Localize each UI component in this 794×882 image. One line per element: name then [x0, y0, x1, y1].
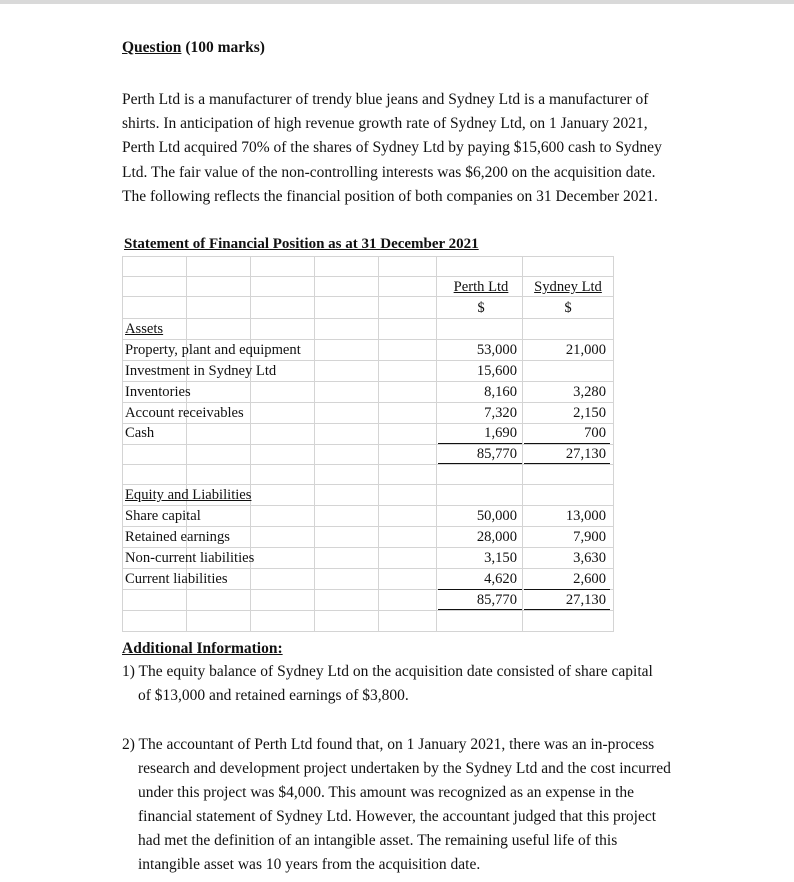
asset-perth-value: 53,000	[476, 342, 517, 358]
question-heading	[122, 39, 265, 57]
equity-sydney-value: 2,600	[573, 571, 606, 587]
total-rule	[524, 609, 610, 610]
statement-table	[122, 256, 614, 632]
asset-perth-value: 15,600	[476, 363, 517, 379]
currency-sydney: $	[564, 300, 572, 316]
question-label: Question	[122, 39, 182, 56]
intro-line: Perth Ltd is a manufacturer of trendy blue jeans and Sydney Ltd is a manufacturer of	[122, 91, 649, 108]
asset-perth-value: 7,320	[484, 405, 517, 421]
equity-label: Non-current liabilities	[125, 550, 255, 566]
assets-heading: Assets	[125, 321, 164, 337]
equity-total-perth: 85,770	[476, 592, 517, 608]
assets-total-sydney: 27,130	[565, 446, 606, 462]
asset-sydney-value: 21,000	[565, 342, 606, 358]
statement-title: Statement of Financial Position as at 31 December 2021	[124, 236, 479, 252]
total-rule	[438, 609, 522, 610]
page-top-border	[0, 0, 794, 4]
equity-heading: Equity and Liabilities	[125, 487, 252, 503]
column-header-perth: Perth Ltd	[453, 279, 509, 295]
intro-line: Ltd. The fair value of the non-controlling interests was $6,200 on the acquisition date.	[122, 163, 656, 181]
asset-label: Property, plant and equipment	[125, 342, 301, 358]
asset-label: Investment in Sydney Ltd	[125, 363, 277, 379]
assets-total-perth: 85,770	[476, 446, 517, 462]
additional-item-line: had met the definition of an intangible asset. The remaining useful life of this	[138, 832, 618, 849]
additional-item-line: 2) The accountant of Perth Ltd found that, on 1 January 2021, there was an in-process	[122, 736, 655, 753]
currency-perth: $	[477, 300, 485, 316]
additional-item-line: financial statement of Sydney Ltd. However, the accountant judged that this project	[138, 808, 657, 825]
equity-label: Current liabilities	[125, 571, 228, 587]
equity-sydney-value: 7,900	[573, 529, 606, 545]
equity-perth-value: 3,150	[484, 550, 517, 566]
grid-line	[122, 444, 614, 445]
grid-line	[122, 464, 614, 465]
additional-item-line: intangible asset was 10 years from the acquisition date.	[138, 856, 481, 873]
additional-item-line: research and development project undertaken by the Sydney Ltd and the cost incurred	[138, 760, 671, 777]
additional-item-line: of $13,000 and retained earnings of $3,800.	[138, 687, 409, 704]
asset-perth-value: 1,690	[484, 425, 517, 441]
equity-sydney-value: 13,000	[565, 508, 606, 524]
grid-line	[122, 423, 614, 424]
additional-item-line: 1) The equity balance of Sydney Ltd on the acquisition date consisted of share capital	[122, 663, 653, 680]
asset-sydney-value: 2,150	[573, 405, 606, 421]
column-header-sydney: Sydney Ltd	[534, 279, 602, 295]
intro-paragraph	[122, 88, 702, 209]
asset-label: Account receivables	[125, 405, 244, 421]
equity-sydney-value: 3,630	[573, 550, 606, 566]
equity-total-sydney: 27,130	[565, 592, 606, 608]
grid-line	[122, 318, 614, 319]
grid-line	[122, 381, 614, 382]
asset-label: Cash	[125, 425, 155, 441]
equity-perth-value: 4,620	[484, 571, 517, 587]
total-rule	[438, 463, 522, 464]
asset-perth-value: 8,160	[484, 384, 517, 400]
asset-sydney-value: 700	[584, 425, 606, 441]
equity-label: Share capital	[125, 508, 201, 524]
grid-line	[122, 610, 614, 611]
equity-perth-value: 50,000	[476, 508, 517, 524]
intro-line: The following reflects the financial position of both companies on 31 December 2021.	[122, 187, 658, 205]
additional-info-heading: Additional Information:	[122, 640, 283, 657]
question-marks: (100 marks)	[181, 39, 265, 56]
asset-label: Inventories	[125, 384, 191, 400]
intro-line: Perth Ltd acquired 70% of the shares of Sydney Ltd by paying $15,600 cash to Sydney	[122, 139, 662, 157]
equity-label: Retained earnings	[125, 529, 230, 545]
equity-perth-value: 28,000	[476, 529, 517, 545]
intro-line: shirts. In anticipation of high revenue growth rate of Sydney Ltd, on 1 January 2021,	[122, 115, 648, 133]
additional-item-line: under this project was $4,000. This amount was recognized as an expense in the	[138, 784, 635, 801]
total-rule	[524, 463, 610, 464]
asset-sydney-value: 3,280	[573, 384, 606, 400]
